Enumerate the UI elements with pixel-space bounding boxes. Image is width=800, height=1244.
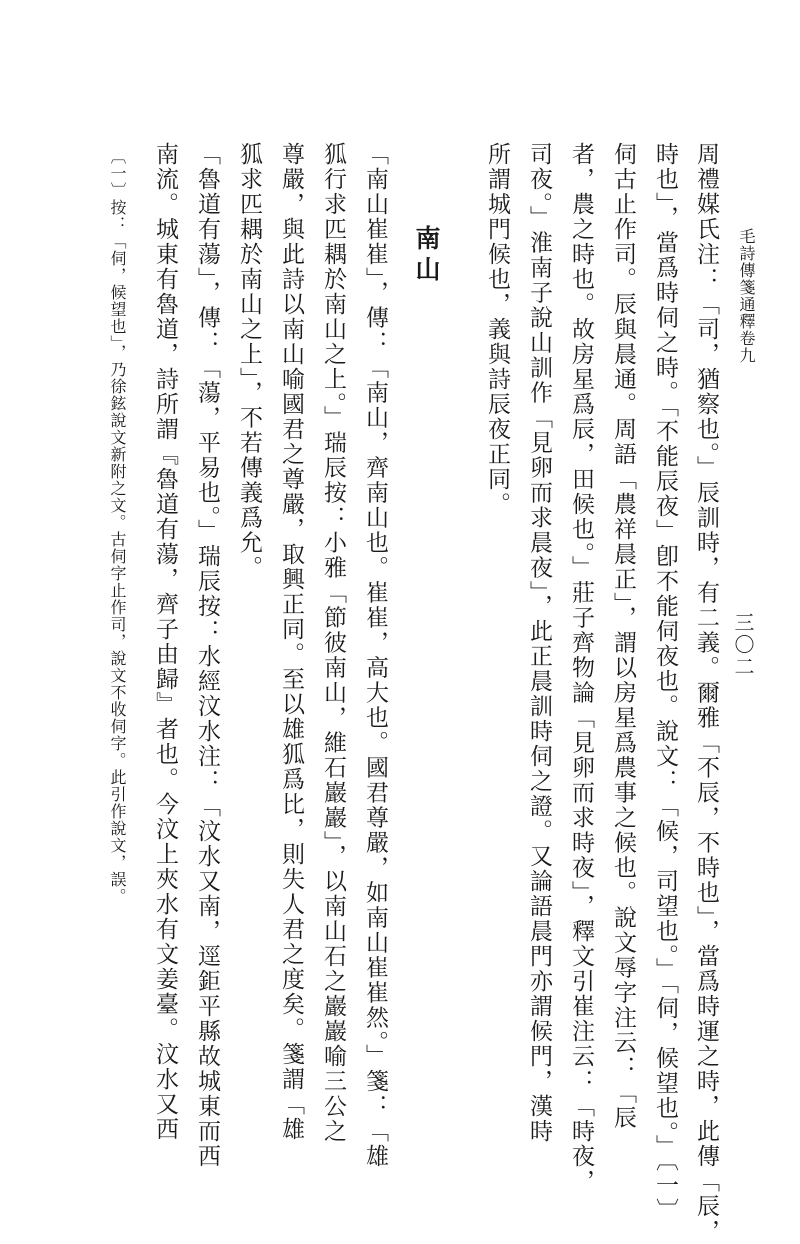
text-column: 所謂城門候也，義與詩辰夜正同。 <box>484 142 510 517</box>
text-column: 伺古止作司。辰與晨通。周語「農祥晨正」，謂以房星爲農事之候也。說文辱字注云：「辰 <box>610 142 636 1131</box>
text-column: 狐求匹耦於南山之上」，不若傳義爲允。 <box>236 142 262 581</box>
section-title: 南山 <box>412 225 441 287</box>
text-column: 「南山崔崔」，傳：「南山，齊南山也。崔崔，高大也。國君尊嚴，如南山崔崔然。」箋：「雄 <box>362 142 388 1169</box>
text-column: 「魯道有蕩」，傳：「蕩，平易也。」瑞辰按：水經汶水注：「汶水又南，逕鉅平縣故城東而西 <box>194 142 220 1169</box>
text-column: 尊嚴，與此詩以南山喻國君之尊嚴，取興正同。至以雄狐爲比，則失人君之度矣。箋謂「雄 <box>278 142 304 1142</box>
text-column: 時也」，當爲時伺之時。「不能辰夜」卽不能伺夜也。說文：「候，司望也。」「伺，候望也。」〔一〕 <box>652 142 678 1223</box>
text-column: 周禮媒氏注：「司，猶察也。」辰訓時，有二義。爾雅「不辰，不時也」，當爲時運之時，此傳「辰， <box>693 142 719 1244</box>
page-number: 三〇二 <box>731 612 755 678</box>
text-column: 狐行求匹耦於南山之上。」瑞辰按：小雅「節彼南山，維石巖巖」，以南山石之巖巖喻三公之 <box>320 142 346 1144</box>
text-column: 南流。城東有魯道，詩所謂『魯道有蕩，齊子由歸』者也。今汶上夾水有文姜臺。汶水又西 <box>152 142 178 1142</box>
text-column: 司夜。」淮南子說山訓作「見卵而求晨夜」，此正晨訓時伺之證。又論語晨門亦謂候門，漢時 <box>526 142 552 1144</box>
text-column: 者，農之時也。故房星爲辰，田候也。」莊子齊物論「見卵而求時夜」，釋文引崔注云：「時夜， <box>568 142 594 1194</box>
footnote: 〔一〕按：「伺，候望也」，乃徐鉉說文新附之文。古伺字止作司，說文不收伺字。此引作說文，誤。 <box>108 148 127 905</box>
running-header-title: 毛詩傳箋通釋卷九 <box>737 228 756 364</box>
